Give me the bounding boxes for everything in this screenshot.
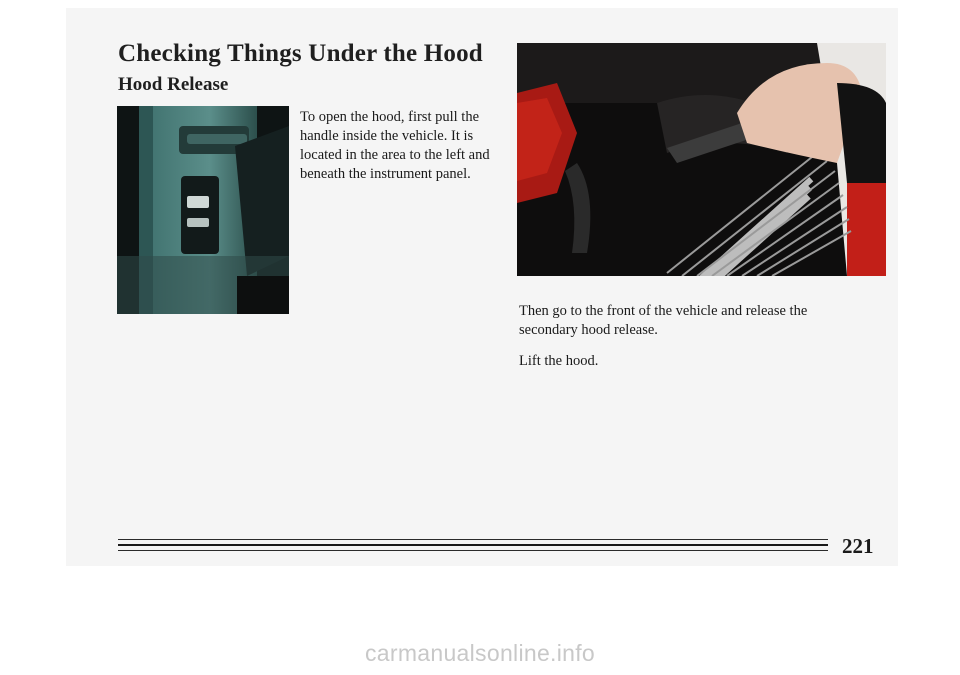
- footer-rule: [118, 550, 828, 551]
- footer-rule: [118, 539, 828, 540]
- page-title: Checking Things Under the Hood: [118, 40, 483, 67]
- watermark-text: carmanualsonline.info: [364, 640, 596, 666]
- paragraph-hood-handle: To open the hood, first pull the handle inside the vehicle. It is located in the area to the left and beneath the instrument panel.: [300, 109, 490, 182]
- section-heading: Hood Release: [118, 74, 229, 95]
- paragraph-lift-hood: Lift the hood.: [519, 353, 599, 369]
- hood-release-handle-photo: [117, 106, 289, 314]
- secondary-hood-release-photo: [517, 43, 886, 276]
- paragraph-secondary-release: Then go to the front of the vehicle and release the secondary hood release.: [519, 303, 808, 338]
- page-number: 221: [842, 534, 874, 558]
- footer-rule-thick: [118, 544, 828, 546]
